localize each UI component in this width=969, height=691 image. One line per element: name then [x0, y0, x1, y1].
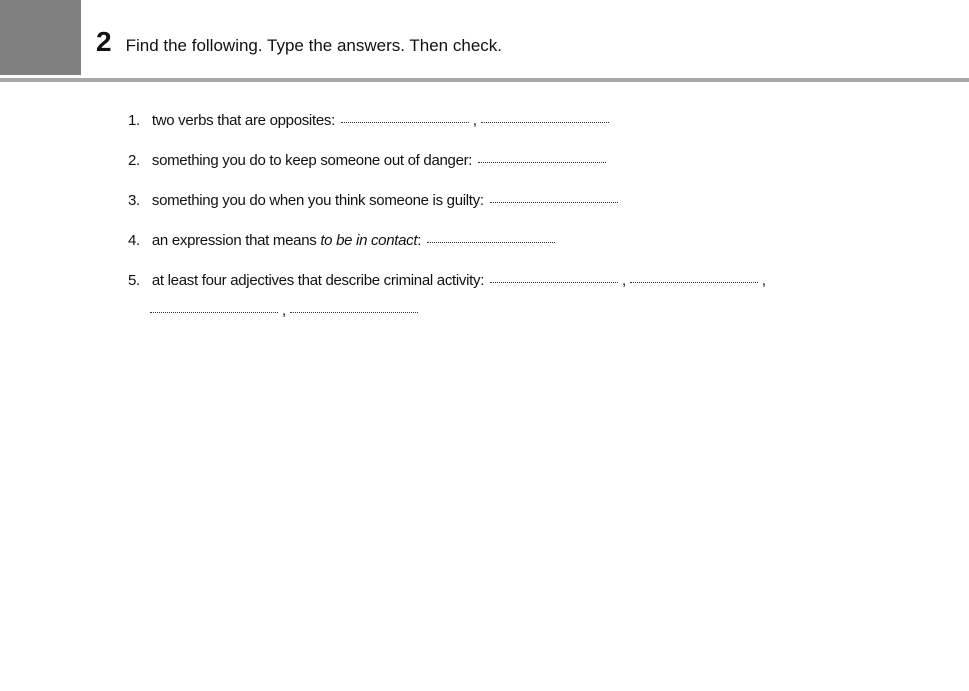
question-item-5-continuation [128, 300, 908, 322]
comma-separator: , [472, 112, 477, 129]
corner-block [0, 0, 81, 75]
answer-blank-5b[interactable] [630, 270, 758, 283]
question-prompt: at least four adjectives that describe criminal activity: [151, 272, 485, 289]
exercise-instruction: Find the following. Type the answers. Then check. [125, 36, 502, 55]
question-number: 3. [128, 192, 140, 209]
question-item-3 [128, 190, 908, 230]
answer-blank-5c[interactable] [150, 300, 278, 313]
answer-input-5c[interactable] [150, 305, 278, 317]
prompt-text: an expression that means [151, 232, 321, 249]
answer-blank-3[interactable] [490, 190, 618, 203]
question-list [128, 110, 908, 330]
answer-input-1b[interactable] [481, 115, 609, 127]
question-prompt: something you do when you think someone is guilty: [151, 192, 484, 209]
answer-input-5d[interactable] [290, 305, 418, 317]
comma-separator: , [282, 302, 286, 319]
answer-input-1a[interactable] [341, 115, 469, 127]
prompt-italic-phrase: to be in contact [320, 232, 418, 249]
prompt-colon: : [417, 232, 422, 249]
exercise-number: 2 [96, 26, 112, 57]
question-number: 1. [128, 112, 140, 129]
question-item-2 [128, 150, 908, 190]
question-prompt: two verbs that are opposites: [151, 112, 335, 129]
comma-separator: , [761, 272, 766, 289]
answer-blank-2[interactable] [478, 150, 606, 163]
question-item-4 [128, 230, 908, 270]
question-prompt [152, 232, 421, 249]
question-number: 4. [128, 232, 140, 249]
answer-input-2[interactable] [478, 155, 606, 167]
answer-input-5b[interactable] [630, 275, 758, 287]
question-item-1 [128, 110, 908, 150]
answer-blank-1a[interactable] [341, 110, 469, 123]
answer-input-4[interactable] [427, 235, 555, 247]
comma-separator: , [621, 272, 626, 289]
question-number: 5. [128, 272, 140, 289]
answer-blank-5a[interactable] [490, 270, 618, 283]
answer-blank-5d[interactable] [290, 300, 418, 313]
question-prompt: something you do to keep someone out of danger: [151, 152, 473, 169]
question-number: 2. [128, 152, 140, 169]
answer-blank-1b[interactable] [481, 110, 609, 123]
answer-input-5a[interactable] [490, 275, 618, 287]
answer-input-3[interactable] [490, 195, 618, 207]
answer-blank-4[interactable] [427, 230, 555, 243]
exercise-header [96, 26, 502, 58]
question-item-5 [128, 270, 908, 330]
header-divider [0, 78, 969, 82]
